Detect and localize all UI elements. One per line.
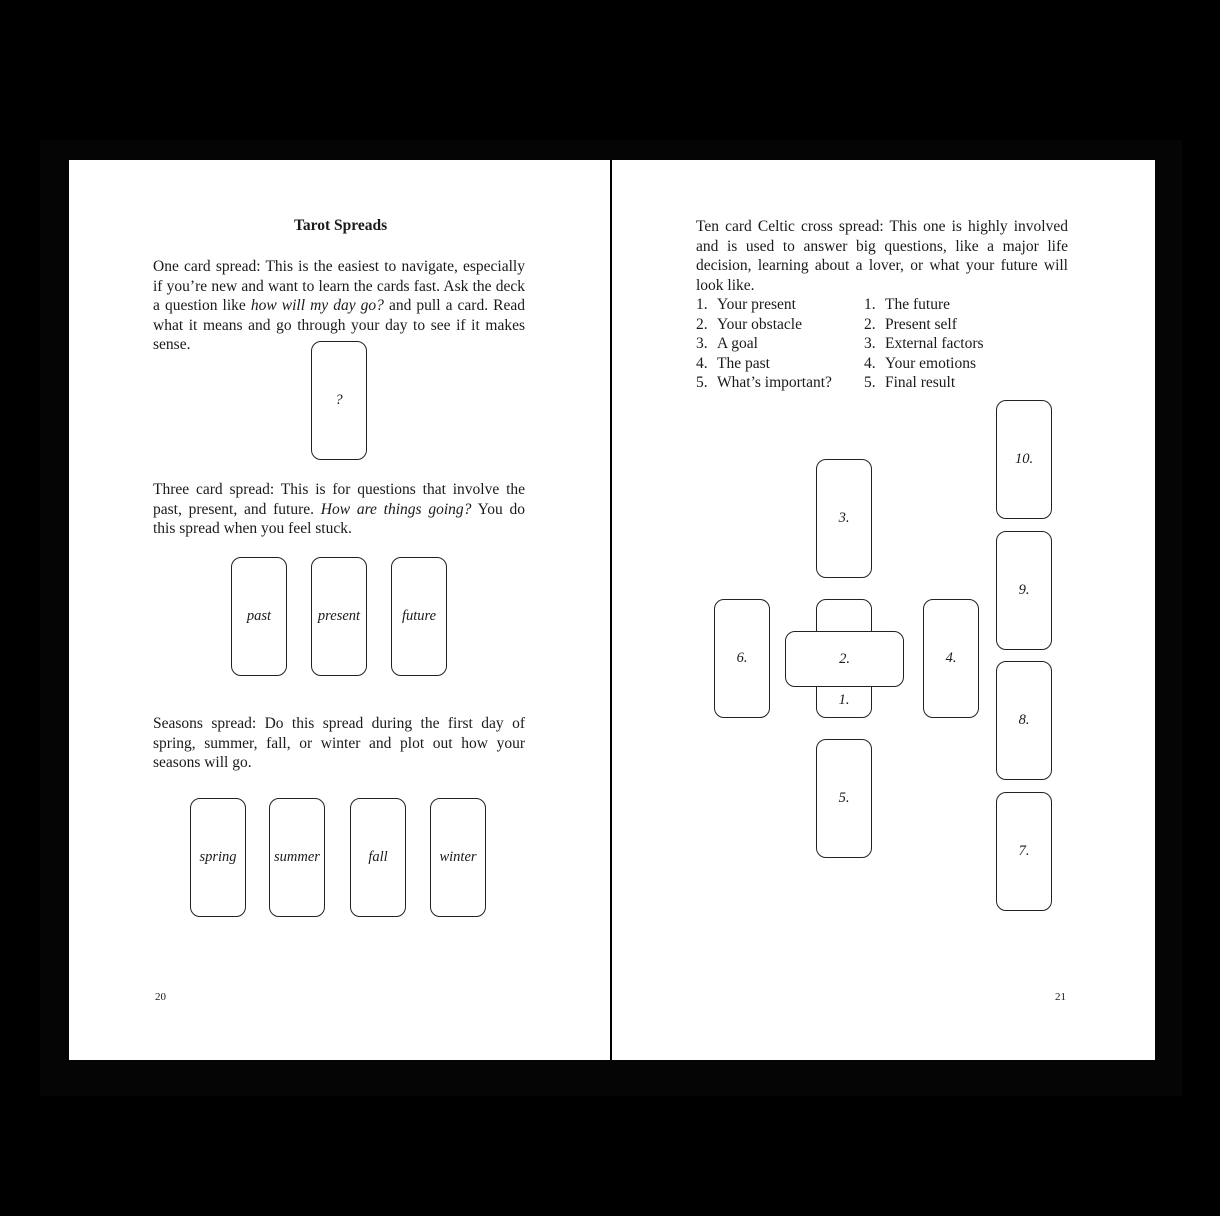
page-title: Tarot Spreads [294, 217, 388, 234]
position-list-b [864, 295, 984, 393]
three-card-paragraph [153, 480, 525, 539]
page-number-right: 21 [1055, 991, 1066, 1003]
seasons-card-fall: fall [350, 798, 406, 917]
list-item: 2. Present self [864, 315, 957, 333]
one-card-card: ? [311, 341, 367, 460]
one-card-text-a: This is the easiest to navigate, especially if you’re new and want to learn the cards fast. Ask the deck a question like [153, 258, 525, 315]
cross-card-7: 7. [996, 792, 1052, 911]
position-list-a [696, 295, 832, 393]
seasons-card-spring: spring [190, 798, 246, 917]
list-item: 3. External factors [864, 335, 984, 353]
seasons-paragraph [153, 714, 525, 773]
cross-card-6: 6. [714, 599, 770, 718]
three-card-present: present [311, 557, 367, 676]
cross-card-4: 4. [923, 599, 979, 718]
cross-card-5: 5. [816, 739, 872, 858]
three-card-text-b: You do this spread when you feel stuck. [153, 500, 525, 538]
list-item: 1. The future [864, 296, 950, 313]
list-item: 5. What’s important? [696, 374, 832, 392]
seasons-card-summer: summer [269, 798, 325, 917]
list-item: 5. Final result [864, 374, 956, 392]
list-item: 4. The past [696, 354, 770, 372]
cross-card-1: 1. [816, 599, 872, 718]
seasons-label: Seasons spread: [153, 715, 257, 732]
celtic-paragraph [696, 217, 1068, 295]
seasons-card-winter: winter [430, 798, 486, 917]
one-card-label: One card spread: [153, 258, 261, 275]
three-card-future: future [391, 557, 447, 676]
three-card-label: Three card spread: [153, 481, 275, 498]
list-item: 4. Your emotions [864, 354, 977, 372]
one-card-text-b: and pull a card. Read what it means and go through your day to see if it makes sense. [153, 297, 525, 354]
list-item: 2. Your obstacle [696, 315, 802, 333]
page-number-left: 20 [155, 991, 166, 1003]
list-item: 1. Your present [696, 296, 796, 313]
three-card-past: past [231, 557, 287, 676]
seasons-text: Do this spread during the first day of spring, summer, fall, or winter and plot out how your seasons will go. [153, 715, 525, 772]
celtic-label: Ten card Celtic cross spread: [696, 218, 884, 235]
one-card-italic: how will my day go? [250, 297, 384, 315]
cross-card-3: 3. [816, 459, 872, 578]
celtic-text: This one is highly involved and is used to answer big questions, like a major life decision, learning about a lover, or what your future will look like. [696, 218, 1068, 294]
cross-card-2: 2. [785, 631, 904, 687]
three-card-text-a: This is for questions that involve the past, present, and future. [153, 481, 525, 518]
cross-card-8: 8. [996, 661, 1052, 780]
cross-card-10: 10. [996, 400, 1052, 519]
three-card-italic: How are things going? [320, 500, 472, 518]
cross-card-9: 9. [996, 531, 1052, 650]
list-item: 3. A goal [696, 335, 758, 353]
